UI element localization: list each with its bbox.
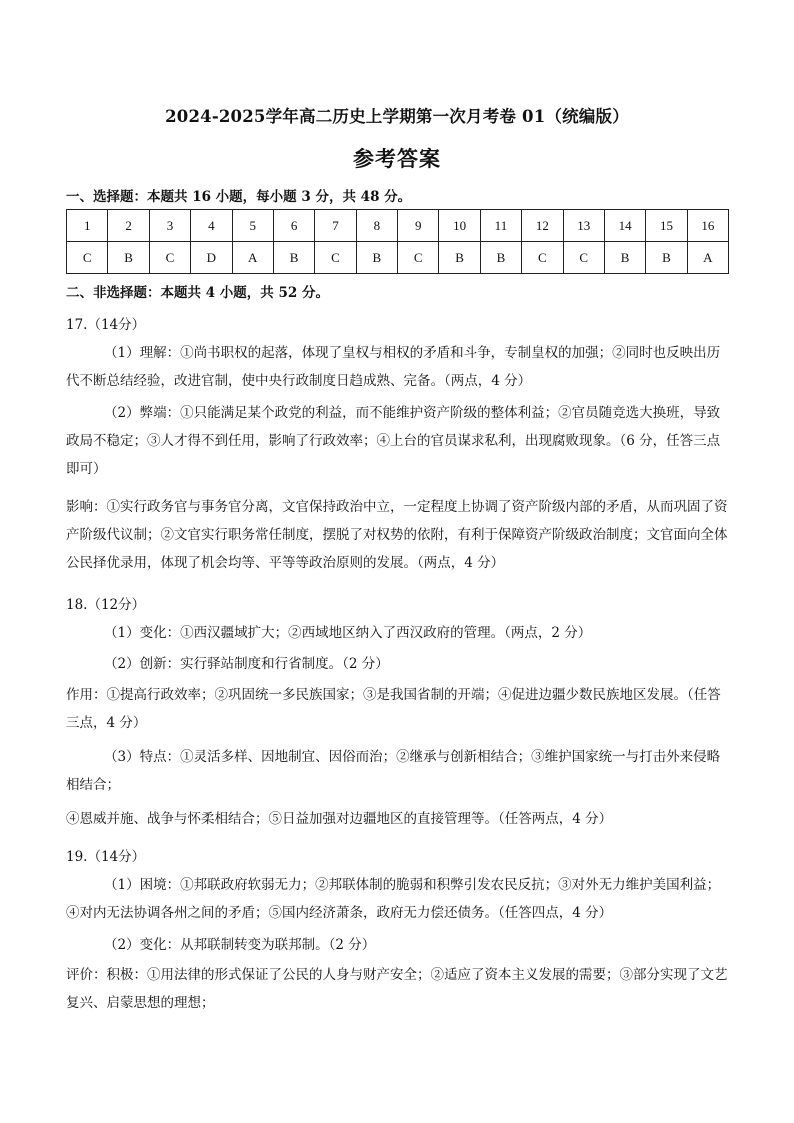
- table-cell: B: [480, 242, 521, 274]
- q18-answer-3: [66, 743, 729, 799]
- table-cell: C: [315, 242, 356, 274]
- table-cell: A: [687, 242, 728, 274]
- q17-answer-2: [66, 399, 729, 483]
- q17-answer-1: [66, 339, 729, 395]
- table-cell: C: [522, 242, 563, 274]
- q17-impact: [66, 493, 729, 577]
- table-cell: C: [398, 242, 439, 274]
- table-cell: B: [356, 242, 397, 274]
- table-cell: 7: [315, 210, 356, 242]
- table-cell: B: [108, 242, 149, 274]
- q18-answer-3-text: （3）特点：①灵活多样、因地制宜、因俗而治；②继承与创新相结合；③维护国家统一与打击外来侵略相结合；: [66, 749, 721, 793]
- q19-answer-1-text: （1）困境：①邦联政府软弱无力；②邦联体制的脆弱和积弊引发农民反抗；③对外无力维护美国利益；④对内无法协调各州之间的矛盾；⑤国内经济萧条，政府无力偿还债务。（任答四点，4 分）: [66, 877, 721, 921]
- q17-answer-2-text: （2）弊端：①只能满足某个政党的利益，而不能维护资产阶级的整体利益；②官员随竞选大换班，导致政局不稳定；③人才得不到任用，影响了行政效率；④上台的官员谋求私利，出现腐败现象。（6 分，任答三点即可）: [66, 405, 721, 477]
- section1-heading: 一、选择题：本题共 16 小题，每小题 3 分，共 48 分。: [66, 189, 412, 205]
- table-cell: 15: [646, 210, 687, 242]
- q19-evaluation: [66, 961, 729, 1017]
- q18-answer-2-text: （2）创新：实行驿站制度和行省制度。（2 分）: [104, 656, 389, 672]
- table-cell: B: [439, 242, 480, 274]
- table-cell: C: [67, 242, 108, 274]
- q17-answer-1-text: （1）理解：①尚书职权的起落，体现了皇权与相权的矛盾和斗争，专制皇权的加强；②同时也反映出历代不断总结经验，改进官制，使中央行政制度日趋成熟、完备。（两点，4 分）: [66, 345, 721, 389]
- q19-answer-2-text: （2）变化：从邦联制转变为联邦制。（2 分）: [104, 937, 376, 953]
- question-18-number: 18.（12分）: [66, 597, 146, 613]
- table-cell: C: [563, 242, 604, 274]
- table-cell: 3: [149, 210, 190, 242]
- table-cell: A: [232, 242, 273, 274]
- answer-table: [66, 209, 729, 274]
- question-17-number: 17.（14分）: [66, 317, 146, 333]
- q19-answer-1: [66, 871, 729, 927]
- q19-evaluation-text: 评价：积极：①用法律的形式保证了公民的人身与财产安全；②适应了资本主义发展的需要；③部分实现了文艺复兴、启蒙思想的理想；: [66, 967, 728, 1011]
- q18-answer-1-text: （1）变化：①西汉疆域扩大；②西域地区纳入了西汉政府的管理。（两点，2 分）: [104, 625, 592, 641]
- page-title: 2024-2025学年高二历史上学期第一次月考卷 01（统编版）: [165, 107, 629, 126]
- table-cell: 5: [232, 210, 273, 242]
- table-cell: 11: [480, 210, 521, 242]
- table-cell: 14: [604, 210, 645, 242]
- q19-answer-2: [66, 931, 729, 959]
- q18-answer-3-cont: [66, 805, 729, 833]
- table-cell: D: [191, 242, 232, 274]
- table-cell: 1: [67, 210, 108, 242]
- section2-heading: 二、非选择题：本题共 4 小题，共 52 分。: [66, 285, 329, 301]
- table-cell: B: [646, 242, 687, 274]
- q17-impact-text: 影响：①实行政务官与事务官分离，文官保持政治中立，一定程度上协调了资产阶级内部的矛盾，从而巩固了资产阶级代议制；②文官实行职务常任制度，摆脱了对权势的依附，有利于保障资产阶级政治制度；文官面向全体公民择优录用，体现了机会均等、平等等政治原则的发展。（两点，4 分）: [66, 499, 728, 571]
- page-subtitle: 参考答案: [353, 146, 441, 171]
- table-cell: 6: [273, 210, 314, 242]
- q18-answer-3-cont-text: ④恩威并施、战争与怀柔相结合；⑤日益加强对边疆地区的直接管理等。（任答两点，4 分）: [66, 811, 613, 827]
- table-cell: C: [149, 242, 190, 274]
- table-cell: 13: [563, 210, 604, 242]
- q18-answer-1: [66, 619, 729, 647]
- table-cell: 9: [398, 210, 439, 242]
- q18-answer-2: [66, 650, 729, 678]
- q18-effect-text: 作用：①提高行政效率；②巩固统一多民族国家；③是我国省制的开端；④促进边疆少数民族地区发展。（任答三点，4 分）: [66, 687, 721, 731]
- table-cell: 8: [356, 210, 397, 242]
- table-cell: 10: [439, 210, 480, 242]
- table-cell: 4: [191, 210, 232, 242]
- q18-effect: [66, 681, 729, 737]
- question-19-number: 19.（14分）: [66, 849, 146, 865]
- table-cell: 12: [522, 210, 563, 242]
- table-row-answers: [67, 242, 729, 274]
- table-cell: B: [604, 242, 645, 274]
- table-cell: B: [273, 242, 314, 274]
- table-row-numbers: [67, 210, 729, 242]
- table-cell: 16: [687, 210, 728, 242]
- table-cell: 2: [108, 210, 149, 242]
